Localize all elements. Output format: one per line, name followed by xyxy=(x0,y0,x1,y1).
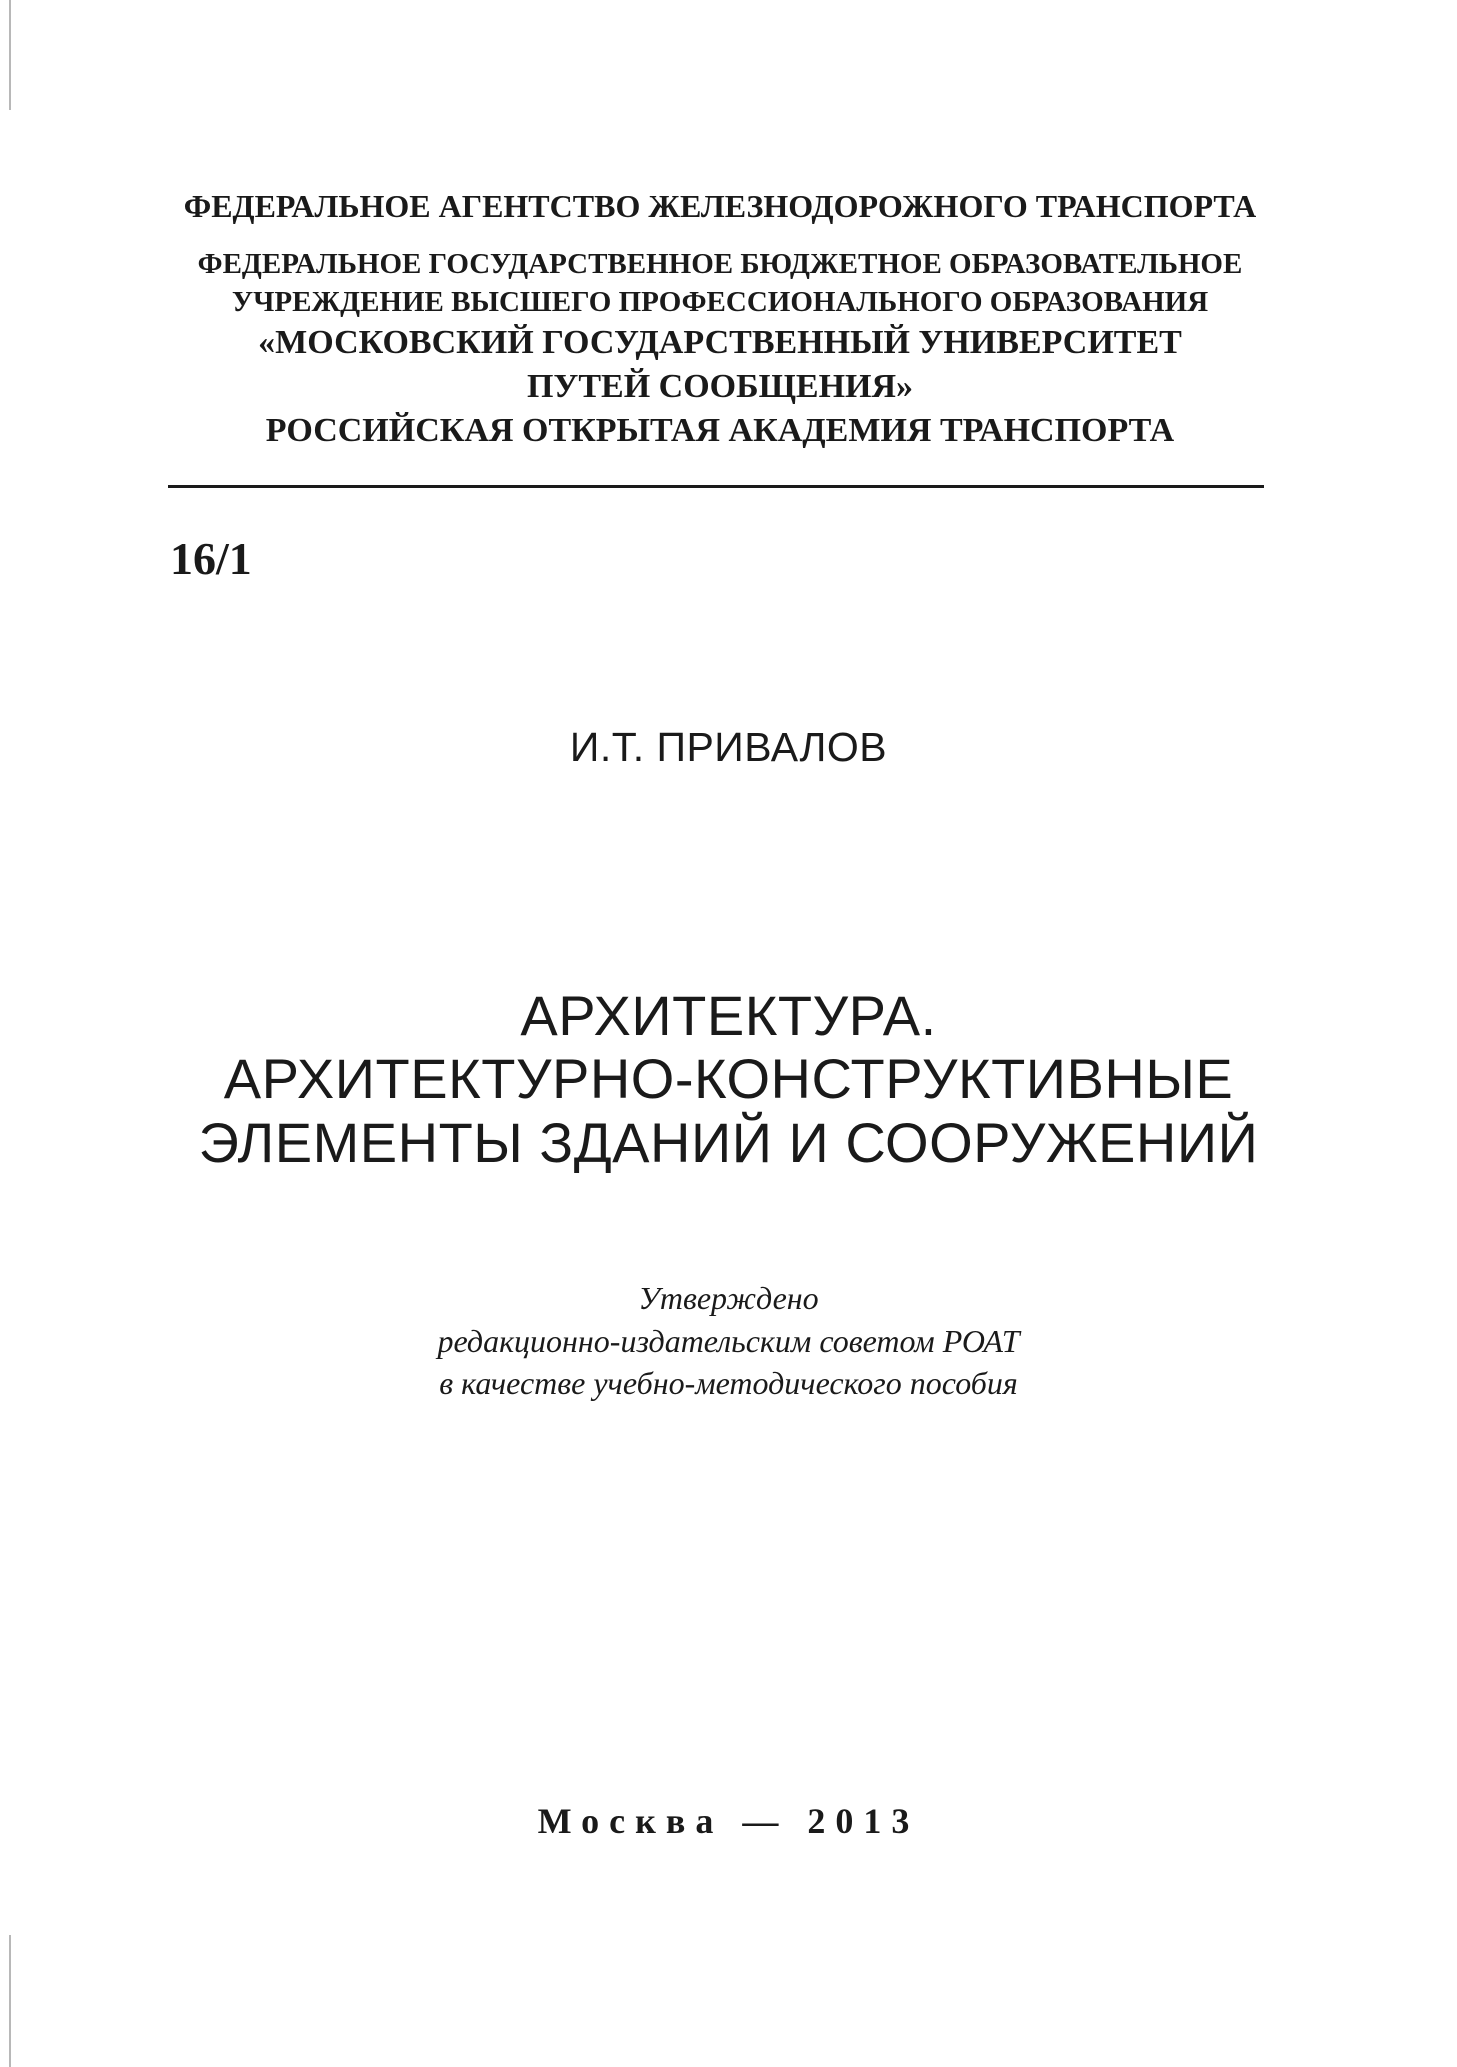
university-line-1: «МОСКОВСКИЙ ГОСУДАРСТВЕННЫЙ УНИВЕРСИТЕТ xyxy=(258,324,1182,362)
institution-line-1: ФЕДЕРАЛЬНОЕ ГОСУДАРСТВЕННОЕ БЮДЖЕТНОЕ ОБРАЗОВАТЕЛЬНОЕ xyxy=(197,248,1243,280)
book-title xyxy=(100,984,1357,1174)
title-line-3: ЭЛЕМЕНТЫ ЗДАНИЙ И СООРУЖЕНИЙ xyxy=(198,1110,1259,1174)
author-name: И.Т. ПРИВАЛОВ xyxy=(569,724,888,770)
agency-name: ФЕДЕРАЛЬНОЕ АГЕНТСТВО ЖЕЛЕЗНОДОРОЖНОГО ТРАНСПОРТА xyxy=(183,188,1257,224)
approval-line-1: Утверждено xyxy=(638,1280,819,1316)
title-line-1: АРХИТЕКТУРА. xyxy=(520,984,937,1047)
approval-line-2: редакционно-издательским советом РОАТ xyxy=(437,1322,1020,1359)
university-line-2: ПУТЕЙ СООБЩЕНИЯ» xyxy=(526,367,914,405)
title-line-2: АРХИТЕКТУРНО-КОНСТРУКТИВНЫЕ xyxy=(223,1047,1234,1111)
series-number: 16/1 xyxy=(170,533,252,584)
approval-line-3: в качестве учебно-методического пособия xyxy=(439,1365,1018,1402)
institution-line-2: УЧРЕЖДЕНИЕ ВЫСШЕГО ПРОФЕССИОНАЛЬНОГО ОБРАЗОВАНИЯ xyxy=(231,285,1209,318)
header-divider xyxy=(168,485,1264,488)
publisher-header xyxy=(170,190,1270,455)
scan-edge-mark xyxy=(9,0,11,110)
academy-name: РОССИЙСКАЯ ОТКРЫТАЯ АКАДЕМИЯ ТРАНСПОРТА xyxy=(265,411,1175,449)
imprint-city-year: Москва — 2013 xyxy=(537,1801,920,1841)
scan-edge-mark xyxy=(9,1935,11,2067)
approval-note xyxy=(0,1277,1457,1405)
